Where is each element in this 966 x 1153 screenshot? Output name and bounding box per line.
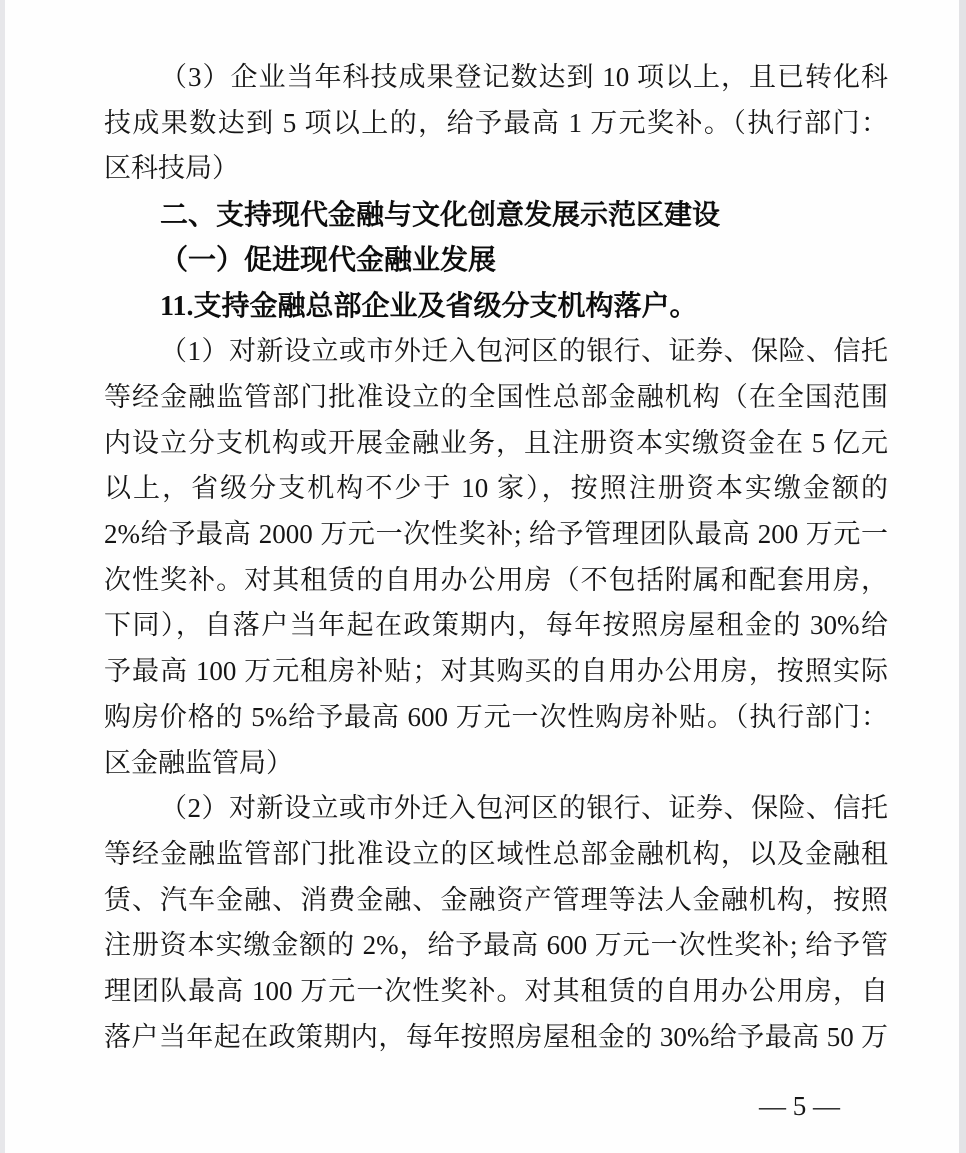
text-line: 内设立分支机构或开展金融业务，且注册资本实缴资金在 5 亿元: [104, 427, 888, 458]
text-line: 等经金融监管部门批准设立的区域性总部金融机构，以及金融租: [104, 838, 888, 869]
text-line: 下同），自落户当年起在政策期内，每年按照房屋租金的 30%给: [104, 610, 888, 641]
text-line: 以上，省级分支机构不少于 10 家），按照注册资本实缴金额的: [104, 473, 888, 504]
text-line: 落户当年起在政策期内，每年按照房屋租金的 30%给予最高 50 万: [104, 1021, 888, 1052]
text-line: 等经金融监管部门批准设立的全国性总部金融机构（在全国范围: [104, 381, 888, 412]
text-line: 注册资本实缴金额的 2%，给予最高 600 万元一次性奖补; 给予管: [104, 930, 888, 961]
page-number: — 5 —: [759, 1091, 840, 1121]
text-line: 次性奖补。对其租赁的自用办公用房（不包括附属和配套用房，: [104, 564, 888, 595]
text-line: 区金融监管局）: [104, 747, 293, 778]
text-line: （2）对新设立或市外迁入包河区的银行、证券、保险、信托: [160, 793, 888, 824]
text-line: 理团队最高 100 万元一次性奖补。对其租赁的自用办公用房，自: [104, 976, 888, 1007]
text-line: 赁、汽车金融、消费金融、金融资产管理等法人金融机构，按照: [104, 884, 888, 915]
text-line: 2%给予最高 2000 万元一次性奖补; 给予管理团队最高 200 万元一: [104, 519, 888, 550]
text-line: 购房价格的 5%给予最高 600 万元一次性购房补贴。（执行部门：: [104, 701, 888, 732]
heading-line: 11.支持金融总部企业及省级分支机构落户。: [160, 290, 698, 322]
text-line: （3）企业当年科技成果登记数达到 10 项以上，且已转化科: [160, 62, 888, 92]
text-line: 技成果数达到 5 项以上的，给予最高 1 万元奖补。（执行部门：: [104, 107, 888, 138]
heading-line: 二、支持现代金融与文化创意发展示范区建设: [160, 199, 721, 231]
document-body: [104, 55, 888, 1060]
text-line: （1）对新设立或市外迁入包河区的银行、证券、保险、信托: [160, 336, 888, 367]
scan-edge-left: [0, 0, 5, 1153]
heading-line: （一）促进现代金融业发展: [160, 244, 497, 276]
text-line: 区科技局）: [104, 153, 239, 184]
text-line: 予最高 100 万元租房补贴；对其购买的自用办公用房，按照实际: [104, 656, 888, 687]
scan-edge-right: [959, 0, 966, 1153]
